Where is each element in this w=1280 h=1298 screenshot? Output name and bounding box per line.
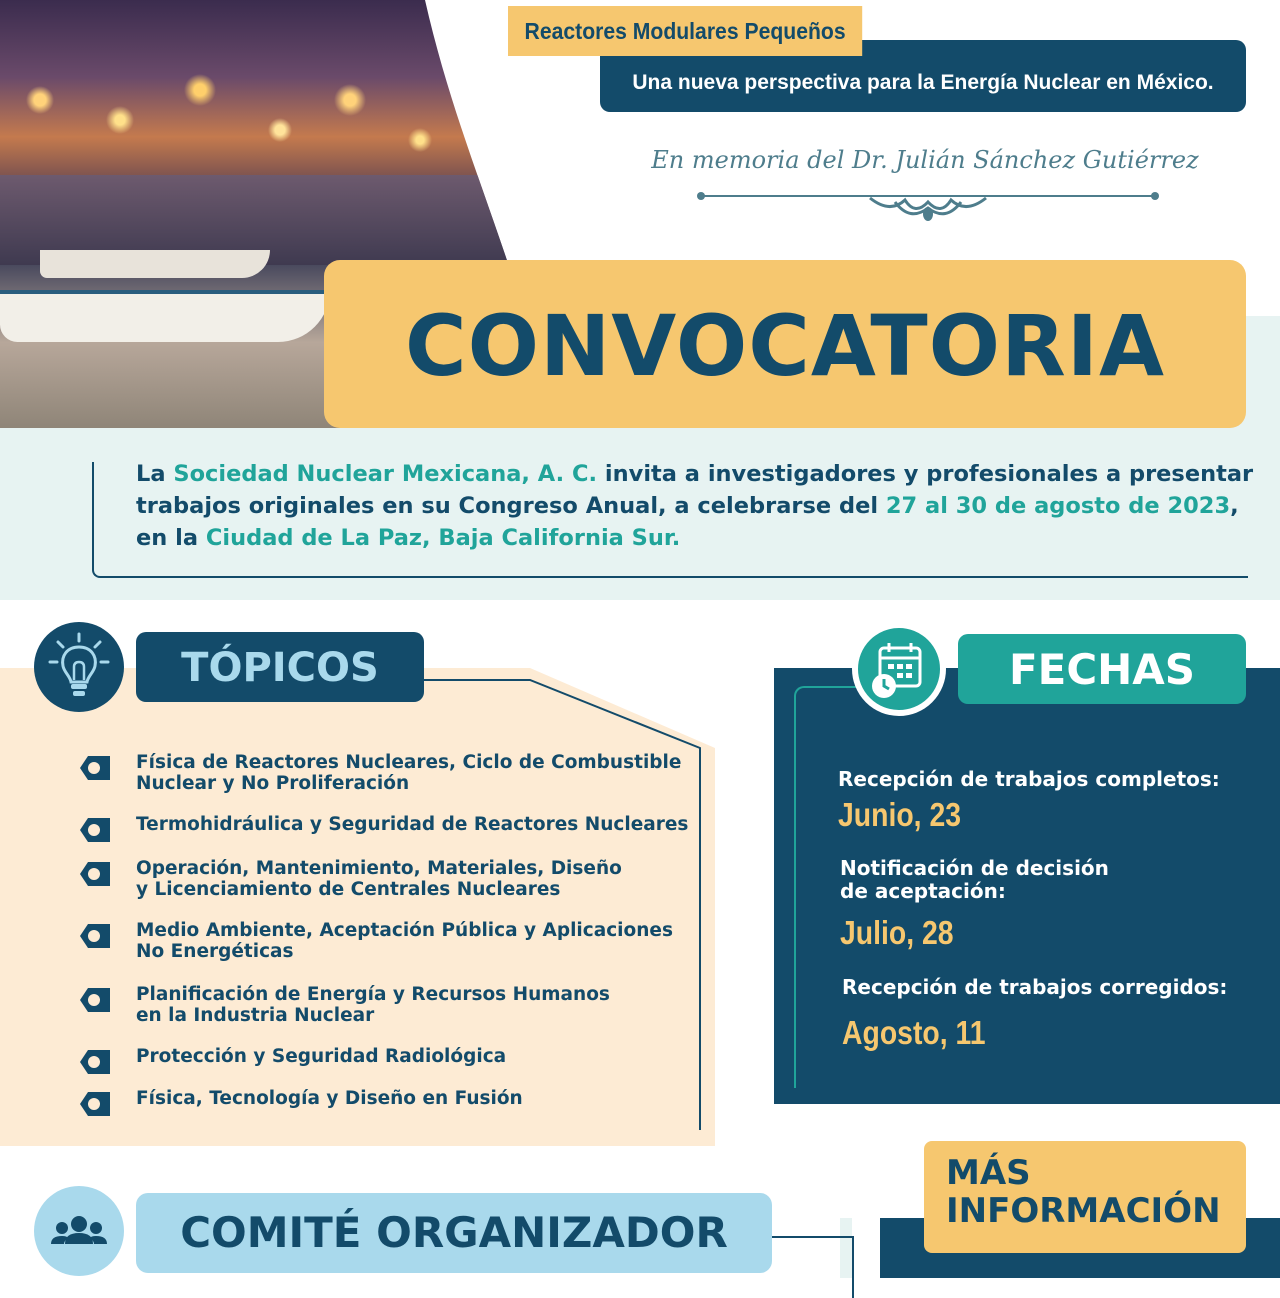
- topic-line: Física de Reactores Nucleares, Ciclo de Combustible: [136, 752, 682, 773]
- topic-line: Operación, Mantenimiento, Materiales, Diseño: [136, 858, 622, 879]
- comite-title: COMITÉ ORGANIZADOR: [136, 1193, 772, 1273]
- topic-line: en la Industria Nuclear: [136, 1005, 375, 1026]
- topics-title: TÓPICOS: [136, 632, 424, 702]
- intro-text-2: invita a investigadores y profesionales a presentar trabajos originales en su Congreso Anual, a celebrarse del: [136, 461, 1254, 519]
- more-info-line: INFORMACIÓN: [946, 1191, 1221, 1231]
- deadline-date: Junio, 23: [838, 796, 962, 833]
- ornament-divider: [695, 186, 1161, 226]
- bullet-icon: [76, 858, 110, 890]
- more-info-title: [946, 1154, 1246, 1230]
- bullet-icon: [76, 1088, 110, 1120]
- bullet-icon: [76, 920, 110, 952]
- deadline-label-line: Notificación de decisión: [840, 856, 1109, 880]
- event-dates: 27 al 30 de agosto de 2023: [885, 493, 1231, 519]
- bullet-icon: [76, 984, 110, 1016]
- bullet-icon: [76, 1046, 110, 1078]
- dates-title: FECHAS: [958, 634, 1246, 704]
- intro-text-1: La: [136, 461, 174, 487]
- lightbulb-icon: [34, 622, 124, 712]
- topic-line: Nuclear y No Proliferación: [136, 773, 410, 794]
- topic-line: No Energéticas: [136, 941, 294, 962]
- topic-line: Planificación de Energía y Recursos Humanos: [136, 984, 610, 1005]
- comite-frame-line: [772, 1236, 854, 1298]
- people-icon: [34, 1186, 124, 1276]
- deadline-label: Recepción de trabajos corregidos:: [842, 975, 1228, 999]
- bullet-icon: [76, 752, 110, 784]
- topic-line: Medio Ambiente, Aceptación Pública y Aplicaciones: [136, 920, 673, 941]
- deadline-date: Agosto, 11: [842, 1014, 986, 1051]
- deadline-date: Julio, 28: [840, 914, 954, 951]
- intro-text-3: , en la: [136, 493, 1239, 551]
- topics-frame-line: [0, 0, 720, 1150]
- deadline-label-line: de aceptación:: [840, 879, 1006, 903]
- organization-name: Sociedad Nuclear Mexicana, A. C.: [173, 461, 598, 487]
- calendar-clock-icon: [852, 622, 946, 716]
- topic-tag: Reactores Modulares Pequeños: [508, 6, 862, 56]
- more-info-line: MÁS: [946, 1153, 1031, 1193]
- deadline-label: [840, 857, 1109, 903]
- topic-line: y Licenciamiento de Centrales Nucleares: [136, 879, 561, 900]
- memorial-line: En memoria del Dr. Julián Sánchez Gutiérrez: [651, 146, 1199, 174]
- topic-line: Termohidráulica y Seguridad de Reactores Nucleares: [136, 814, 689, 835]
- deadline-label: Recepción de trabajos completos:: [838, 767, 1220, 791]
- subtitle-text: Una nueva perspectiva para la Energía Nuclear en México.: [632, 71, 1214, 94]
- event-place: Ciudad de La Paz, Baja California Sur.: [205, 525, 681, 551]
- topic-line: Física, Tecnología y Diseño en Fusión: [136, 1088, 523, 1109]
- bullet-icon: [76, 814, 110, 846]
- topic-line: Protección y Seguridad Radiológica: [136, 1046, 507, 1067]
- page-title: CONVOCATORIA: [404, 297, 1166, 395]
